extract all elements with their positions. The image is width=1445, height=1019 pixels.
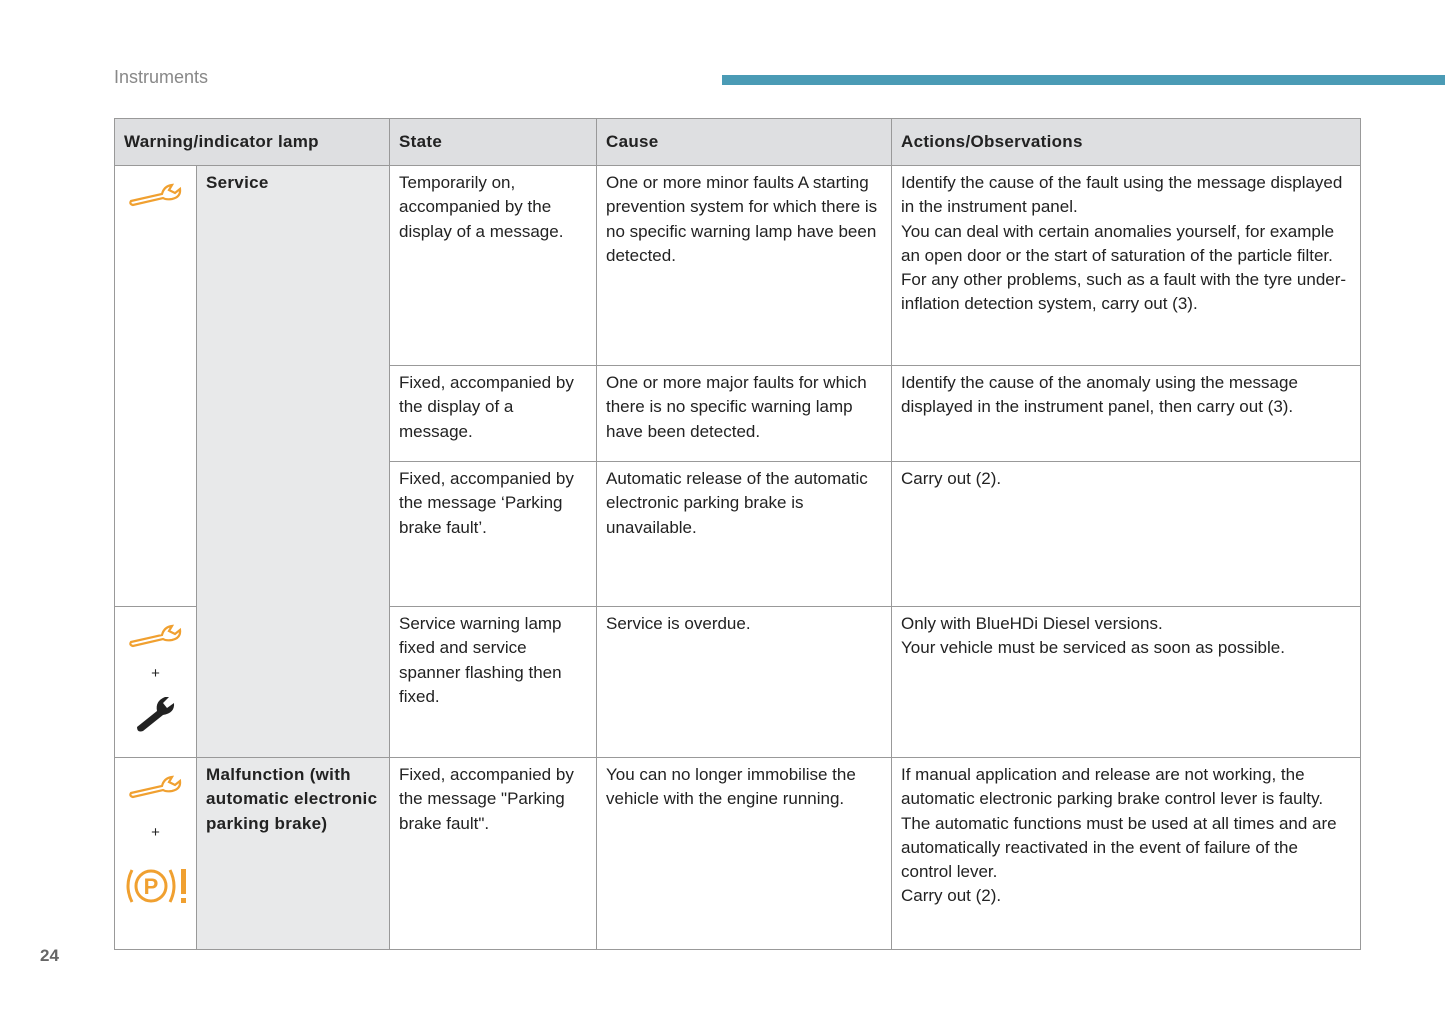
state-cell: Service warning lamp fixed and service spanner flashing then fixed.	[390, 607, 597, 758]
actions-cell	[892, 166, 1361, 366]
state-cell: Fixed, accompanied by the display of a message.	[390, 366, 597, 462]
svg-text:P: P	[143, 873, 158, 899]
parking-brake-fault-icon	[124, 866, 188, 906]
cause-cell: You can no longer immobilise the vehicle with the engine running.	[597, 758, 892, 950]
action-line: Carry out (2).	[901, 886, 1002, 906]
cause-cell: Automatic release of the automatic electronic parking brake is unavailable.	[597, 462, 892, 607]
actions-cell	[892, 607, 1361, 758]
action-line: For any other problems, such as a fault with the tyre under-inflation detection system, carry out (3).	[901, 270, 1347, 314]
action-line: Your vehicle must be serviced as soon as possible.	[901, 638, 1285, 658]
col-header: Cause	[597, 119, 892, 166]
lamp-name: Malfunction (with automatic electronic parking brake)	[197, 758, 390, 950]
service-wrench-icon	[128, 772, 184, 800]
warning-lamp-table	[114, 118, 1361, 950]
plus-sign: +	[151, 824, 160, 842]
col-header: Warning/indicator lamp	[115, 119, 390, 166]
lamp-name: Service	[197, 166, 390, 758]
spanner-icon	[133, 693, 179, 733]
col-header: State	[390, 119, 597, 166]
section-bar	[722, 75, 1445, 85]
action-line: Carry out (2).	[901, 469, 1002, 488]
service-wrench-icon	[128, 180, 184, 208]
cause-cell: One or more major faults for which there is no specific warning lamp have been detected.	[597, 366, 892, 462]
table-row	[115, 166, 1361, 366]
action-line: Identify the cause of the anomaly using the message displayed in the instrument panel, then carry out (3).	[901, 373, 1298, 417]
service-wrench-icon	[128, 621, 184, 649]
plus-sign: +	[151, 665, 160, 683]
action-line: Identify the cause of the fault using the message displayed in the instrument panel.	[901, 173, 1343, 217]
table-header	[115, 119, 1361, 166]
cause-cell: One or more minor faults A starting prevention system for which there is no specific warning lamp have been detected.	[597, 166, 892, 366]
actions-cell	[892, 366, 1361, 462]
section-title: Instruments	[114, 67, 209, 87]
actions-cell	[892, 462, 1361, 607]
state-cell: Fixed, accompanied by the message ‘Parking brake fault’.	[390, 462, 597, 607]
action-line: Only with BlueHDi Diesel versions.	[901, 614, 1163, 633]
action-line: If manual application and release are not working, the automatic electronic parking brake control lever is faulty.	[901, 765, 1324, 809]
action-line: The automatic functions must be used at all times and are automatically reactivated in the event of failure of the control lever.	[901, 813, 1337, 882]
page-number: 24	[40, 946, 59, 965]
actions-cell	[892, 758, 1361, 950]
state-cell: Temporarily on, accompanied by the display of a message.	[390, 166, 597, 366]
col-header: Actions/Observations	[892, 119, 1361, 166]
cause-cell: Service is overdue.	[597, 607, 892, 758]
table-row	[115, 758, 1361, 950]
action-line: You can deal with certain anomalies yourself, for example an open door or the start of saturation of the particle filter.	[901, 221, 1335, 265]
state-cell: Fixed, accompanied by the message "Parking brake fault".	[390, 758, 597, 950]
